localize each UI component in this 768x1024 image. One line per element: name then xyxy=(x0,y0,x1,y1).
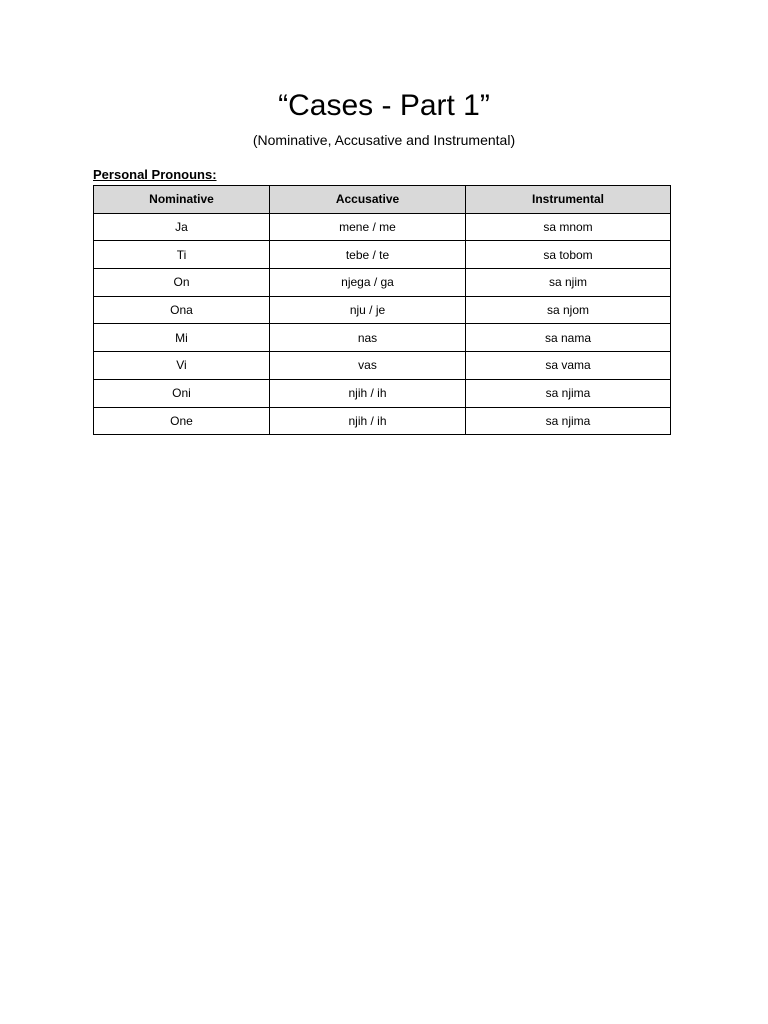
column-header-nominative: Nominative xyxy=(94,186,270,214)
table-cell: Ja xyxy=(94,213,270,241)
column-header-accusative: Accusative xyxy=(270,186,466,214)
table-cell: tebe / te xyxy=(270,241,466,269)
table-cell: sa njom xyxy=(466,296,671,324)
page-subtitle: (Nominative, Accusative and Instrumental) xyxy=(252,132,516,148)
table-cell: nju / je xyxy=(270,296,466,324)
table-row xyxy=(94,407,671,435)
table-cell: njega / ga xyxy=(270,269,466,297)
table-cell: nas xyxy=(270,324,466,352)
table-cell: One xyxy=(94,407,270,435)
pronoun-table xyxy=(93,185,671,435)
table-row xyxy=(94,296,671,324)
table-row xyxy=(94,213,671,241)
table-cell: sa tobom xyxy=(466,241,671,269)
table-cell: sa njim xyxy=(466,269,671,297)
table-cell: sa vama xyxy=(466,352,671,380)
table-row xyxy=(94,241,671,269)
table-row xyxy=(94,269,671,297)
table-cell: sa mnom xyxy=(466,213,671,241)
table-cell: vas xyxy=(270,352,466,380)
table-cell: sa nama xyxy=(466,324,671,352)
table-cell: mene / me xyxy=(270,213,466,241)
table-cell: njih / ih xyxy=(270,379,466,407)
table-cell: njih / ih xyxy=(270,407,466,435)
table-cell: Ona xyxy=(94,296,270,324)
table-row xyxy=(94,379,671,407)
table-cell: sa njima xyxy=(466,379,671,407)
column-header-instrumental: Instrumental xyxy=(466,186,671,214)
table-cell: Vi xyxy=(94,352,270,380)
table-row xyxy=(94,352,671,380)
page-title: “Cases - Part 1” xyxy=(278,89,490,122)
table-header-row xyxy=(94,186,671,214)
table-row xyxy=(94,324,671,352)
table-cell: On xyxy=(94,269,270,297)
table-cell: Oni xyxy=(94,379,270,407)
table-cell: Ti xyxy=(94,241,270,269)
table-cell: sa njima xyxy=(466,407,671,435)
section-heading: Personal Pronouns: xyxy=(93,167,217,182)
table-cell: Mi xyxy=(94,324,270,352)
